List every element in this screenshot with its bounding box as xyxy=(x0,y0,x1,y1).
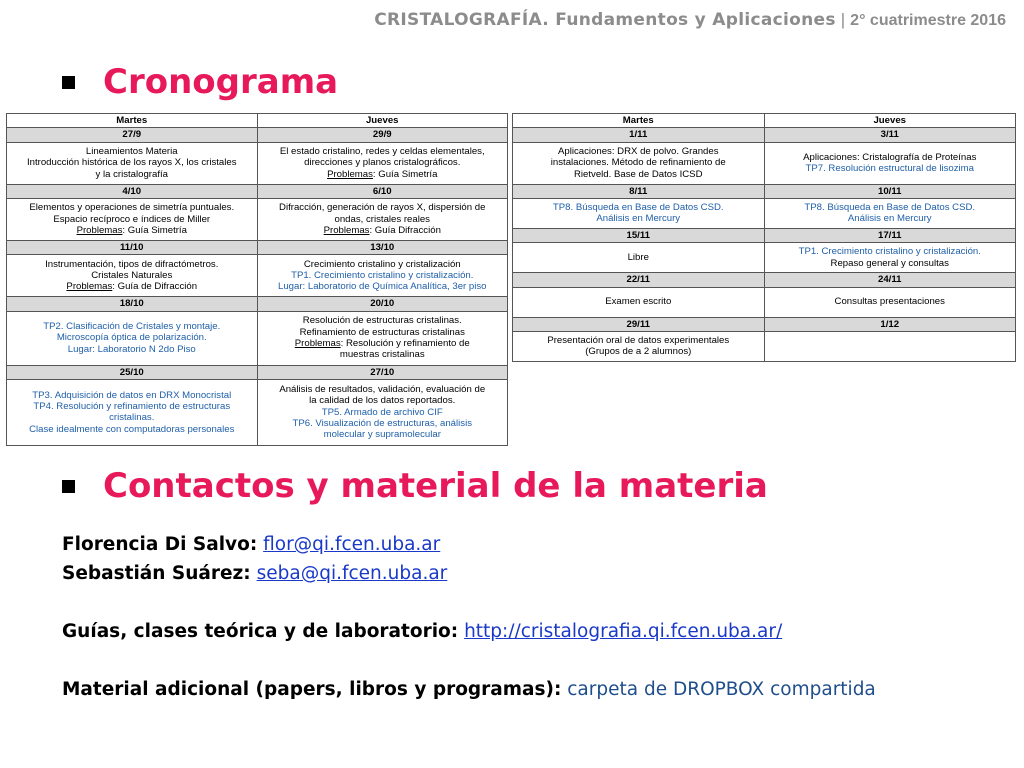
session-cell xyxy=(764,287,1016,317)
guides-line xyxy=(62,617,876,646)
session-line xyxy=(10,390,254,401)
session-text: Resolución de estructuras cristalinas. xyxy=(302,315,462,327)
session-line xyxy=(516,335,761,346)
session-text: ondas, cristales reales xyxy=(334,213,430,225)
session-text: El estado cristalino, redes y celdas elementales, xyxy=(279,146,485,158)
contact-line-2 xyxy=(62,559,876,588)
session-cell xyxy=(513,243,765,273)
session-text: Problemas xyxy=(323,225,370,237)
session-line xyxy=(516,346,761,357)
material-value: carpeta de DROPBOX compartida xyxy=(567,679,876,700)
session-text: Lugar: Laboratorio N 2do Piso xyxy=(67,343,196,355)
date-cell: 20/10 xyxy=(257,297,508,311)
session-text: molecular y supramolecular xyxy=(323,429,441,441)
spacer xyxy=(62,646,876,675)
session-line xyxy=(261,270,505,281)
session-line xyxy=(10,332,254,343)
content-row xyxy=(513,287,1016,317)
contact-name: Florencia Di Salvo: xyxy=(62,534,258,555)
session-text: Problemas xyxy=(76,225,123,237)
session-line xyxy=(261,384,505,395)
session-text: Problemas xyxy=(294,338,341,350)
session-text: Problemas xyxy=(66,281,113,293)
date-cell: 24/11 xyxy=(764,273,1016,287)
session-text: Difracción, generación de rayos X, dispersión de xyxy=(279,202,486,214)
day-header: Jueves xyxy=(257,114,508,128)
day-header: Jueves xyxy=(764,114,1016,128)
session-text: Examen escrito xyxy=(605,296,672,308)
session-text: Problemas xyxy=(327,168,373,180)
session-cell xyxy=(257,142,508,184)
date-cell: 29/9 xyxy=(257,128,508,142)
session-cell xyxy=(513,287,765,317)
session-text: Microscopía óptica de polarización. xyxy=(56,332,207,344)
square-bullet-icon xyxy=(62,480,75,493)
date-cell: 1/12 xyxy=(764,317,1016,331)
session-text: Repaso general y consultas xyxy=(830,257,949,269)
section-title-text: Contactos y material de la materia xyxy=(103,466,768,506)
date-row xyxy=(513,184,1016,198)
session-cell xyxy=(7,198,258,240)
session-line xyxy=(261,429,505,440)
schedule-header-row xyxy=(7,114,508,128)
session-text: Presentación oral de datos experimentales xyxy=(547,335,730,347)
session-text-suffix: : Guía de Difracción xyxy=(112,281,198,293)
session-text: Espacio recíproco e índices de Miller xyxy=(53,213,211,225)
session-cell xyxy=(7,311,258,365)
session-line xyxy=(261,349,505,360)
session-text: Refinamiento de estructuras cristalinas xyxy=(299,326,465,338)
session-text: Aplicaciones: DRX de polvo. Grandes xyxy=(557,146,719,158)
session-line xyxy=(10,202,254,213)
session-text: Instrumentación, tipos de difractómetros. xyxy=(45,258,219,270)
contact-line-1 xyxy=(62,530,876,559)
session-line xyxy=(261,338,505,349)
session-line xyxy=(261,315,505,326)
session-text: TP6. Visualización de estructuras, análisis xyxy=(292,418,473,430)
session-cell xyxy=(764,331,1016,361)
session-line xyxy=(10,259,254,270)
spacer xyxy=(62,588,876,617)
date-cell: 25/10 xyxy=(7,365,258,379)
contact-email-link[interactable]: flor@qi.fcen.uba.ar xyxy=(263,534,441,555)
content-row xyxy=(7,198,508,240)
date-cell: 8/11 xyxy=(513,184,765,198)
session-text: Lugar: Laboratorio de Química Analítica, 3er piso xyxy=(277,281,487,293)
session-line xyxy=(261,225,505,236)
session-text: TP8. Búsqueda en Base de Datos CSD. xyxy=(552,202,724,214)
session-line xyxy=(768,246,1013,257)
session-line xyxy=(768,163,1013,174)
date-row xyxy=(7,128,508,142)
session-line xyxy=(516,146,761,157)
session-line xyxy=(261,281,505,292)
session-text: direcciones y planos cristalográficos. xyxy=(304,157,461,169)
content-row xyxy=(7,142,508,184)
date-row xyxy=(513,128,1016,142)
day-header: Martes xyxy=(513,114,765,128)
header-separator: | xyxy=(840,10,846,29)
session-line xyxy=(768,213,1013,224)
date-row xyxy=(513,273,1016,287)
session-line xyxy=(10,424,254,435)
session-text: Lineamientos Materia xyxy=(85,146,178,158)
session-text: Consultas presentaciones xyxy=(834,296,945,308)
session-text: Análisis en Mercury xyxy=(847,213,932,225)
session-cell xyxy=(513,331,765,361)
session-text: TP5. Armado de archivo CIF xyxy=(321,406,443,418)
session-cell xyxy=(7,255,258,297)
date-row xyxy=(7,365,508,379)
session-line xyxy=(10,344,254,355)
date-cell: 1/11 xyxy=(513,128,765,142)
session-text: Crecimiento cristalino y cristalización xyxy=(303,258,461,270)
session-line xyxy=(261,259,505,270)
date-cell: 11/10 xyxy=(7,240,258,254)
session-text: TP7. Resolución estructural de lisozima xyxy=(805,163,974,175)
session-cell xyxy=(513,142,765,184)
session-cell xyxy=(7,142,258,184)
session-line xyxy=(768,296,1013,307)
session-text: cristalinas. xyxy=(109,412,155,424)
session-line xyxy=(10,281,254,292)
schedule-table-right xyxy=(512,113,1016,362)
session-text: TP8. Búsqueda en Base de Datos CSD. xyxy=(804,202,976,214)
date-cell: 27/10 xyxy=(257,365,508,379)
session-text: TP1. Crecimiento cristalino y cristalización. xyxy=(798,246,981,258)
session-line xyxy=(261,157,505,168)
session-cell xyxy=(764,243,1016,273)
date-cell: 4/10 xyxy=(7,184,258,198)
content-row xyxy=(513,331,1016,361)
material-line xyxy=(62,675,876,704)
session-cell xyxy=(257,311,508,365)
session-line xyxy=(261,407,505,418)
date-cell: 22/11 xyxy=(513,273,765,287)
session-text-suffix: : Guía Simetría xyxy=(372,168,438,180)
session-line xyxy=(10,321,254,332)
date-row xyxy=(513,228,1016,242)
session-line xyxy=(516,169,761,180)
session-text: TP2. Clasificación de Cristales y montaje. xyxy=(43,321,221,333)
session-text: TP1. Crecimiento cristalino y cristalización. xyxy=(291,270,474,282)
content-row xyxy=(7,379,508,445)
session-text: y la cristalografía xyxy=(95,168,168,180)
date-row xyxy=(7,240,508,254)
content-row xyxy=(7,311,508,365)
session-cell xyxy=(7,379,258,445)
material-label: Material adicional (papers, libros y programas): xyxy=(62,679,562,700)
session-line xyxy=(768,202,1013,213)
date-cell: 29/11 xyxy=(513,317,765,331)
session-line xyxy=(768,152,1013,163)
session-text: Elementos y operaciones de simetría puntuales. xyxy=(29,202,235,214)
session-cell xyxy=(764,142,1016,184)
session-line xyxy=(516,157,761,168)
section-title-contactos xyxy=(62,466,768,506)
date-cell: 6/10 xyxy=(257,184,508,198)
date-cell: 27/9 xyxy=(7,128,258,142)
date-cell: 18/10 xyxy=(7,297,258,311)
section-title-cronograma xyxy=(62,62,338,102)
contact-name: Sebastián Suárez: xyxy=(62,563,251,584)
session-text: instalaciones. Método de refinamiento de xyxy=(550,157,726,169)
session-line xyxy=(10,157,254,168)
date-cell: 10/11 xyxy=(764,184,1016,198)
session-line xyxy=(10,146,254,157)
session-line xyxy=(10,214,254,225)
date-row xyxy=(7,184,508,198)
date-cell: 17/11 xyxy=(764,228,1016,242)
square-bullet-icon xyxy=(62,76,75,89)
date-cell: 3/11 xyxy=(764,128,1016,142)
guides-label: Guías, clases teórica y de laboratorio: xyxy=(62,621,459,642)
session-line xyxy=(261,202,505,213)
session-text: Clase idealmente con computadoras personales xyxy=(29,423,235,435)
session-text: TP4. Resolución y refinamiento de estructuras xyxy=(33,401,231,413)
content-row xyxy=(513,198,1016,228)
session-line xyxy=(10,412,254,423)
session-line xyxy=(261,395,505,406)
session-text: Rietveld. Base de Datos ICSD xyxy=(573,168,703,180)
schedule-table-left xyxy=(6,113,508,446)
session-line xyxy=(10,270,254,281)
session-text: (Grupos de a 2 alumnos) xyxy=(585,346,692,358)
session-line xyxy=(516,202,761,213)
session-text: muestras cristalinas xyxy=(339,349,425,361)
content-row xyxy=(7,255,508,297)
contact-email-link[interactable]: seba@qi.fcen.uba.ar xyxy=(256,563,448,584)
session-line xyxy=(10,401,254,412)
session-line xyxy=(10,225,254,236)
date-cell: 13/10 xyxy=(257,240,508,254)
course-title: CRISTALOGRAFÍA. Fundamentos y Aplicaciones xyxy=(374,10,836,30)
contacts-block xyxy=(62,530,876,704)
session-line xyxy=(516,296,761,307)
session-line xyxy=(261,146,505,157)
session-line xyxy=(516,252,761,263)
guides-url-link[interactable]: http://cristalografia.qi.fcen.uba.ar/ xyxy=(464,621,783,642)
session-text: Análisis de resultados, validación, evaluación de xyxy=(279,384,486,396)
session-text: Análisis en Mercury xyxy=(596,213,681,225)
slide-header xyxy=(374,10,1006,30)
session-text: TP3. Adquisición de datos en DRX Monocristal xyxy=(32,389,232,401)
section-title-text: Cronograma xyxy=(103,62,339,102)
schedule-header-row xyxy=(513,114,1016,128)
date-row xyxy=(7,297,508,311)
session-line xyxy=(516,213,761,224)
session-text: Aplicaciones: Cristalografía de Proteínas xyxy=(803,151,977,163)
session-text: Introducción histórica de los rayos X, los cristales xyxy=(26,157,237,169)
session-cell xyxy=(513,198,765,228)
session-text: Cristales Naturales xyxy=(91,270,173,282)
session-cell xyxy=(257,379,508,445)
session-text-suffix: : Guía Difracción xyxy=(369,225,441,237)
session-cell xyxy=(764,198,1016,228)
session-cell xyxy=(257,198,508,240)
session-line xyxy=(768,258,1013,269)
day-header: Martes xyxy=(7,114,258,128)
date-cell: 15/11 xyxy=(513,228,765,242)
session-line xyxy=(261,169,505,180)
session-line xyxy=(10,169,254,180)
session-text-suffix: : Resolución y refinamiento de xyxy=(340,338,470,350)
date-row xyxy=(513,317,1016,331)
session-line xyxy=(261,327,505,338)
content-row xyxy=(513,243,1016,273)
session-text-suffix: : Guía Simetría xyxy=(122,225,187,237)
session-text: la calidad de los datos reportados. xyxy=(309,395,456,407)
session-line xyxy=(261,214,505,225)
content-row xyxy=(513,142,1016,184)
course-term: 2° cuatrimestre 2016 xyxy=(850,12,1006,29)
session-line xyxy=(261,418,505,429)
session-cell xyxy=(257,255,508,297)
session-text: Libre xyxy=(627,252,649,264)
